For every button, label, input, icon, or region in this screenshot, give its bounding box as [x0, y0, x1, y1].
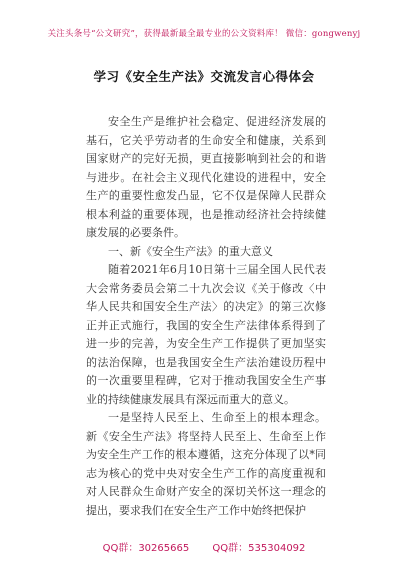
footer-qq-group-1: QQ群：30265665 — [102, 543, 190, 554]
body-paragraph: 随着2021年6月10日第十三届全国人民代表大会常务委员会第二十九次会议《关于修改〈中华人民共和国安全生产法〉的决定》的第三次修正并正式施行，我国的安全生产法律体系得到了进一步的完善，为安全生产工作提供了更加坚实的法治保障，也是我国安全生产法治建设历程中的一次重要里程碑，它对于推动我国安全生产事业的持续健康发展具有深远而重大的意义。 — [86, 263, 326, 406]
body-paragraph: 一是坚持人民至上、生命至上的根本理念。新《安全生产法》将坚持人民至上、生命至上作为安全生产工作的根本遵循，这充分体现了以*同志为核心的党中央对安全生产工作的高度重视和对人民群众生命财产安全的深切关怀这一理念的提出，要求我们在安全生产工作中始终把保护 — [86, 411, 326, 517]
header-promo-note: 关注头条号“公文研究”，获得最新最全最专业的公文资料库！ 微信：gongwenyj — [47, 29, 361, 39]
footer-contacts — [0, 539, 408, 554]
document-title: 学习《安全生产法》交流发言心得体会 — [93, 69, 315, 84]
body-paragraph: 安全生产是维护社会稳定、促进经济发展的基石，它关乎劳动者的生命安全和健康，关系到国家财产的完好无损，更直接影响到社会的和谐与进步。在社会主义现代化建设的进程中，安全生产的重要性愈发凸显，它不仅是保障人民群众根本利益的重要体现，也是推动经济社会持续健康发展的必要条件。 — [86, 115, 326, 239]
footer-qq-group-2: QQ群：535304092 — [212, 543, 306, 554]
section-heading: 一、新《安全生产法》的重大意义 — [108, 244, 273, 258]
document-body — [86, 113, 326, 520]
